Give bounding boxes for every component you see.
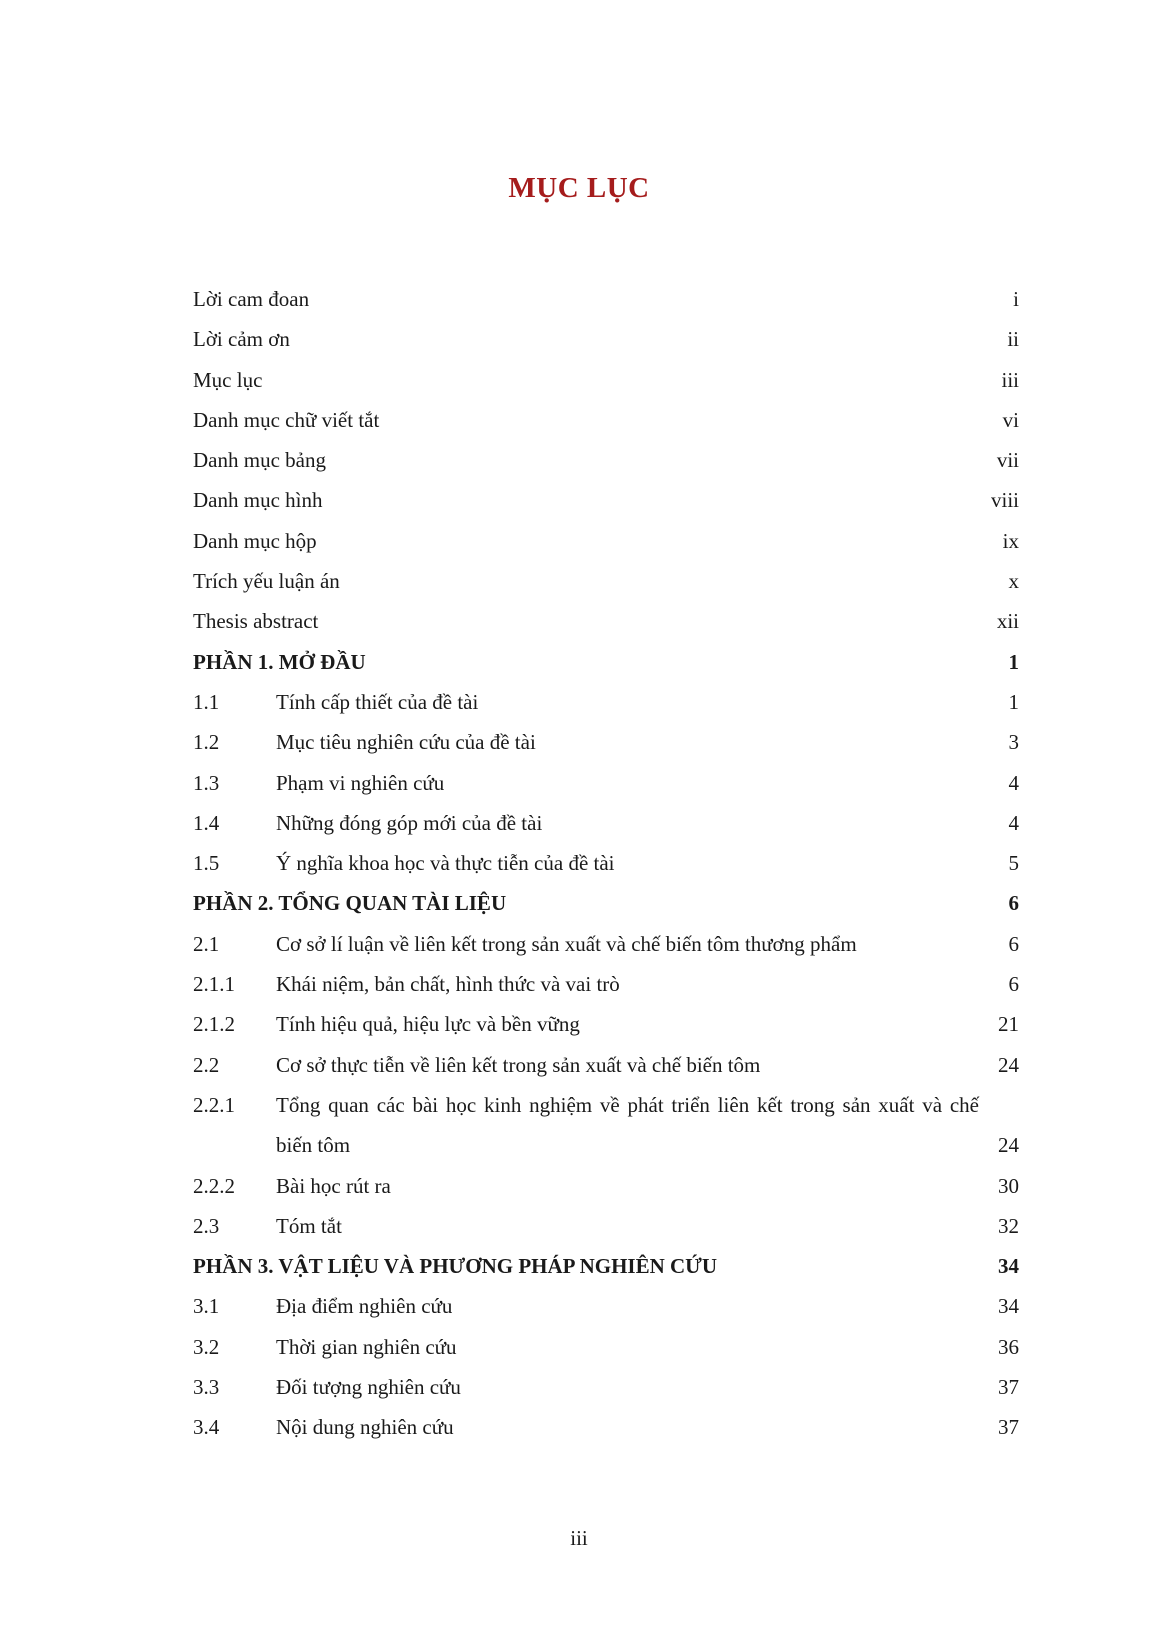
toc-entry-page: x	[1008, 569, 1019, 594]
toc-entry[interactable]	[193, 843, 1019, 883]
toc-entry[interactable]	[193, 1407, 1019, 1447]
toc-entry-title: Thesis abstract	[193, 609, 319, 634]
toc-entry-number: 1.5	[193, 851, 220, 876]
toc-entry[interactable]	[193, 1004, 1019, 1044]
toc-entry-number: 1.3	[193, 770, 220, 795]
toc-entry-title: Danh mục chữ viết tắt	[193, 407, 380, 432]
toc-entry-title: Mục lục	[193, 367, 263, 392]
toc-entry-number: 2.2.2	[193, 1173, 235, 1198]
toc-entry-title: Tổng quan các bài học kinh nghiệm về phát triển liên kết trong sản xuất và chế biến tôm	[276, 1092, 979, 1158]
toc-entry[interactable]	[193, 480, 1019, 520]
toc-entry[interactable]	[193, 360, 1019, 400]
toc-entry-title: Ý nghĩa khoa học và thực tiễn của đề tài	[276, 851, 615, 876]
toc-entry-page: 37	[998, 1415, 1019, 1440]
toc-entry-page: 36	[998, 1334, 1019, 1359]
toc-entry[interactable]	[193, 319, 1019, 359]
toc-entry-page: 4	[1008, 770, 1019, 795]
toc-entry[interactable]	[193, 601, 1019, 641]
toc-entry[interactable]	[193, 803, 1019, 843]
toc-entry[interactable]	[193, 400, 1019, 440]
toc-entry[interactable]	[193, 1206, 1019, 1246]
toc-entry-page: 37	[998, 1375, 1019, 1400]
toc-entry-page: 21	[998, 1012, 1019, 1037]
toc-entry[interactable]	[193, 440, 1019, 480]
toc-entry-title: Những đóng góp mới của đề tài	[276, 810, 543, 835]
toc-entry-page: 6	[1008, 931, 1019, 956]
toc-entry-number: 1.1	[193, 689, 220, 714]
toc-entry-page: 5	[1008, 851, 1019, 876]
toc-entry-page: 6	[1008, 972, 1019, 997]
toc-entry-page: vii	[996, 448, 1019, 473]
toc-entry-number: 3.2	[193, 1334, 220, 1359]
toc-entry-title: Thời gian nghiên cứu	[276, 1334, 457, 1359]
toc-entry-number: 2.2	[193, 1052, 220, 1077]
toc-entry-number: 1.4	[193, 810, 220, 835]
table-of-contents	[193, 279, 1019, 1448]
toc-entry-title: Danh mục hình	[193, 488, 323, 513]
toc-entry-page: 4	[1008, 810, 1019, 835]
toc-entry-title: PHẦN 1. MỞ ĐẦU	[193, 649, 366, 674]
toc-entry-number: 2.1	[193, 931, 220, 956]
toc-entry-page: 1	[1008, 649, 1019, 674]
toc-entry[interactable]	[193, 561, 1019, 601]
toc-entry-title: Đối tượng nghiên cứu	[276, 1375, 461, 1400]
toc-entry-number: 1.2	[193, 730, 220, 755]
toc-entry[interactable]	[193, 1286, 1019, 1326]
toc-entry-number: 2.1.1	[193, 972, 235, 997]
toc-entry-page: i	[1013, 287, 1019, 311]
toc-entry-title: Mục tiêu nghiên cứu của đề tài	[276, 730, 536, 755]
toc-section-heading[interactable]	[193, 642, 1019, 682]
toc-entry[interactable]	[193, 1045, 1019, 1085]
page-number: iii	[570, 1526, 588, 1550]
toc-entry-page: ix	[1002, 528, 1019, 553]
toc-entry-page: vi	[1002, 407, 1019, 432]
toc-entry-title: Phạm vi nghiên cứu	[276, 770, 445, 795]
toc-entry-page: xii	[996, 609, 1019, 634]
toc-entry-page: 3	[1008, 730, 1019, 755]
toc-entry[interactable]	[193, 521, 1019, 561]
toc-entry[interactable]	[193, 1327, 1019, 1367]
toc-entry-number: 3.1	[193, 1294, 220, 1319]
toc-entry-title: Khái niệm, bản chất, hình thức và vai trò	[276, 972, 620, 997]
toc-entry[interactable]	[193, 924, 1019, 964]
toc-entry[interactable]	[193, 1367, 1019, 1407]
toc-entry-page: 34	[998, 1294, 1019, 1319]
toc-entry-title: Lời cảm ơn	[193, 327, 290, 352]
toc-entry-title: Danh mục hộp	[193, 528, 317, 553]
toc-entry-title: Tóm tắt	[276, 1213, 342, 1238]
toc-entry-page: viii	[990, 488, 1019, 513]
toc-entry-number: 3.3	[193, 1375, 220, 1400]
toc-entry-number: 2.1.2	[193, 1012, 235, 1037]
toc-entry-title: Bài học rút ra	[276, 1173, 391, 1198]
toc-entry-title: Cơ sở thực tiễn về liên kết trong sản xuất và chế biến tôm	[276, 1052, 761, 1077]
toc-entry-page: 24	[998, 1052, 1019, 1077]
toc-entry-page: ii	[1007, 327, 1019, 352]
toc-entry-page: 6	[1008, 891, 1019, 916]
toc-entry-title: Nội dung nghiên cứu	[276, 1415, 454, 1440]
toc-entry[interactable]	[193, 722, 1019, 762]
toc-entry-title: Trích yếu luận án	[193, 569, 340, 594]
toc-entry[interactable]	[193, 1085, 1019, 1166]
toc-entry[interactable]	[193, 1166, 1019, 1206]
toc-entry[interactable]	[193, 279, 1019, 319]
toc-entry-title: Tính hiệu quả, hiệu lực và bền vững	[276, 1012, 580, 1037]
toc-entry-title: Địa điểm nghiên cứu	[276, 1294, 453, 1319]
toc-entry-page: 34	[998, 1254, 1019, 1279]
toc-entry[interactable]	[193, 763, 1019, 803]
toc-entry-title: PHẦN 2. TỔNG QUAN TÀI LIỆU	[193, 891, 507, 916]
toc-entry-number: 2.3	[193, 1213, 220, 1238]
toc-entry-title: Tính cấp thiết của đề tài	[276, 689, 479, 714]
toc-entry-page: 1	[1008, 689, 1019, 714]
toc-entry-title: Cơ sở lí luận về liên kết trong sản xuất và chế biến tôm thương phẩm	[276, 931, 857, 956]
toc-entry-title: Danh mục bảng	[193, 448, 326, 473]
toc-entry[interactable]	[193, 964, 1019, 1004]
toc-section-heading[interactable]	[193, 883, 1019, 923]
toc-entry-page: 30	[998, 1173, 1019, 1198]
toc-entry-page: iii	[1001, 367, 1019, 392]
toc-entry-page: 32	[998, 1213, 1019, 1238]
toc-entry[interactable]	[193, 682, 1019, 722]
toc-section-heading[interactable]	[193, 1246, 1019, 1286]
toc-entry-title: PHẦN 3. VẬT LIỆU VÀ PHƯƠNG PHÁP NGHIÊN CỨU	[193, 1254, 718, 1279]
toc-entry-number: 3.4	[193, 1415, 220, 1440]
toc-entry-number: 2.2.1	[193, 1092, 235, 1117]
toc-entry-title: Lời cam đoan	[193, 287, 310, 311]
toc-entry-page: 24	[998, 1133, 1019, 1158]
page-title: MỤC LỤC	[508, 172, 650, 204]
